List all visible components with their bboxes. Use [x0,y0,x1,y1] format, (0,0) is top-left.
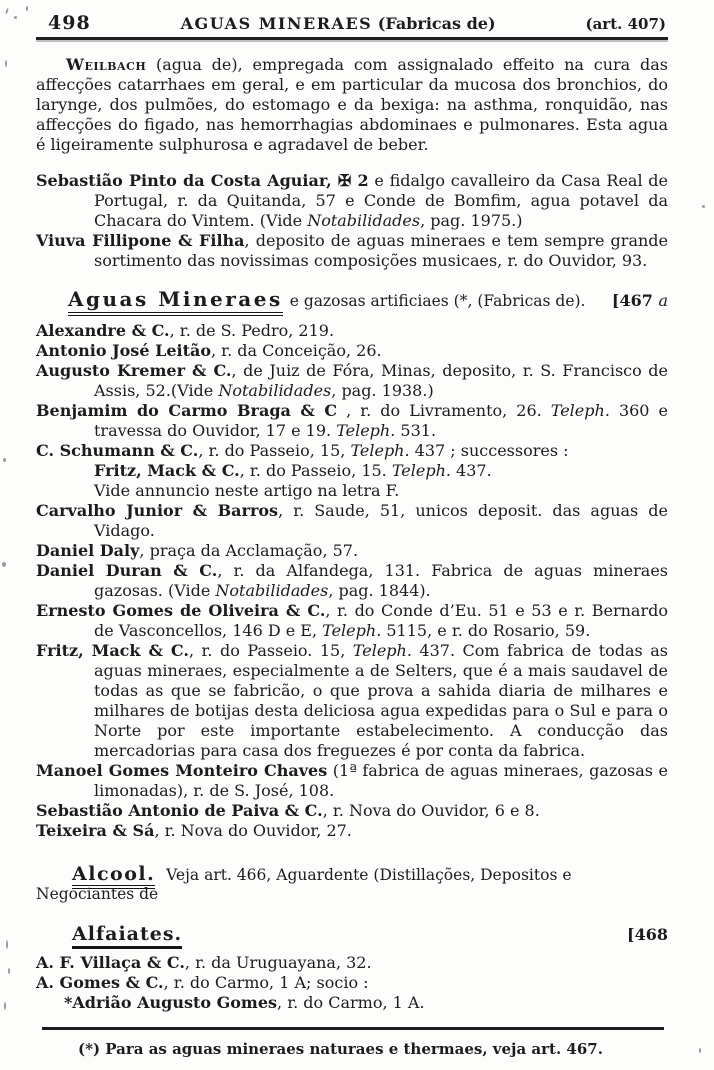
entry-text: , r. da Alfandega, 131. Fabrica de aguas mineraes gazosas. (Vide [94,561,669,600]
entry-text: 5115, e r. do Rosario, 59. [381,621,591,640]
entry-text: Teleph. [352,641,412,660]
entry-text: Alexandre & C. [36,321,170,340]
scan-artifact [8,968,10,974]
directory-entry [36,341,668,361]
entry-text: Antonio José Leitão [36,341,211,360]
entry-text: , de Juiz de Fóra, Minas, deposito, r. S. Francisco de Assis, 52.(Vide [94,361,669,400]
scan-artifact [6,940,8,949]
entry-text: , r. da Conceição, 26. [211,341,382,360]
entry-text: (1ª fabrica de aguas mineraes, gazosas e limonadas), r. de S. José, 108. [94,761,668,800]
entry-text: , r. da Uruguayana, 32. [184,953,372,972]
directory-entry [36,481,668,501]
entry-text: , r. do Passeio, 15. [239,461,392,480]
section-heading-alfaiates [36,923,668,949]
section-article-number [612,291,668,310]
entry-text: Viuva Fillipone & Filha [36,231,245,250]
directory-entry [36,641,668,761]
header-rule [36,37,668,40]
directory-entry [36,171,668,231]
entry-text: , r. do Passeio. 15, [188,641,353,660]
entry-text: 437. Com fabrica de todas as aguas mineraes, especialmente a de Selters, que é a mais saudavel de todas as que se fabricão, o que prova a sahida diaria de milhares e milhares de botijas desta deliciosa agua expedidas para o Sul e para o Norte por este importante estabelecimento. A conducção das mercadorias para casa dos freguezes é por conta da fabrica. [94,641,669,760]
entry-text: , r. Nova do Ouvidor, 6 e 8. [322,801,540,820]
directory-entry [36,541,668,561]
section-title-suffix: e gazosas artificiaes (*, (Fabricas de). [289,292,586,310]
running-title-sub: (Fabricas de) [372,14,496,33]
scan-artifact [2,562,6,567]
entry-text: Carvalho Junior & Barros [36,501,279,520]
entry-text: , r. Nova do Ouvidor, 27. [154,821,352,840]
entry-text: 360 e travessa do Ouvidor, 17 e 19. [94,401,668,440]
scan-artifact [699,1048,701,1053]
entry-text: Notabilidades [307,211,421,230]
footnote-rule [42,1027,664,1030]
entry-text: A. F. Villaça & C. [36,953,185,972]
directory-entry [36,231,668,271]
page-number: 498 [48,12,91,34]
aguas-mineraes-entries [36,321,668,841]
entry-text: Vide annuncio neste artigo na letra F. [94,481,400,500]
directory-entry [36,973,668,993]
entry-text: Teleph. [322,621,382,640]
entry-text: 437 ; successores : [409,441,569,460]
entry-text: C. Schumann & C. [36,441,199,460]
directory-entry [36,821,668,841]
entry-text: , r. do Passeio, 15, [198,441,351,460]
entry-text: Notabilidades [215,581,329,600]
entry-text: Notabilidades [218,381,332,400]
entry-text: , r. Saude, 51, unicos deposit. das aguas de Vidago. [94,501,669,540]
entry-text: Teleph. [550,401,610,420]
running-title [91,14,586,33]
entry-text: , praça da Acclamação, 57. [139,541,359,560]
directory-entry [36,361,668,401]
pre-section-entries [36,171,668,271]
intro-lead-word: Weilbach [66,55,147,74]
entry-text: Ernesto Gomes de Oliveira & C. [36,601,326,620]
directory-entry [36,561,668,601]
scan-artifact [3,458,6,462]
intro-paragraph [36,55,668,155]
section-title: Alfaiates. [72,923,182,949]
directory-entry [36,761,668,801]
entry-text: *Adrião Augusto Gomes [64,993,278,1012]
directory-entry [36,461,668,481]
alfaiates-entries [36,953,668,1013]
decoration-cross-icon: ✠ 2 [337,171,369,190]
section-ref-letter: a [658,291,668,310]
intro-text: (agua de), empregada com assignalado effeito na cura das affecções catarrhaes em geral, e em particular da mucosa dos bronchios, do larynge, dos pulmões, do estomago e da bexiga: na asthma, ronquidão, nas affecções do figado, nas hemorrhagias abdominaes e pulmonares. Esta agua é ligeiramente sulphurosa e agradavel de beber. [36,55,668,154]
entry-text: Teleph. [350,441,410,460]
entry-text: Fritz, Mack & C. [36,641,189,660]
entry-text: , r. do Carmo, 1 A. [277,993,425,1012]
section-heading-alcool [36,863,668,903]
scan-artifact [14,16,17,19]
entry-text: Daniel Daly [36,541,140,560]
entry-text: Sebastião Antonio de Paiva & C. [36,801,323,820]
entry-text: Augusto Kremer & C. [36,361,232,380]
entry-text: e fidalgo cavalleiro da Casa Real de Portugal, r. da Quitanda, 57 e Conde de Bomfim, agua potavel da Chacara do Vintem. (Vide [94,171,669,230]
entry-text: , r. de S. Pedro, 219. [169,321,335,340]
running-title-main: AGUAS MINERAES [180,14,373,33]
section-heading-aguas-mineraes [36,287,668,316]
entry-text: , r. do Conde d’Eu. 51 e 53 e r. Bernardo de Vasconcellos, 146 D e E, [94,601,668,640]
directory-entry [36,501,668,541]
section-title: Aguas Mineraes [68,287,283,316]
entry-text: A. Gomes & C. [36,973,164,992]
entry-text: Teixeira & Sá [36,821,155,840]
entry-text: , pag. 1938.) [331,381,434,400]
entry-text: , r. do Livramento, 26. [337,401,551,420]
entry-text: Benjamim do Carmo Braga & C [36,401,338,420]
entry-text: , pag. 1844). [328,581,431,600]
section-ref-number: [467 [611,291,659,310]
article-reference: (art. 407) [585,15,666,33]
directory-entry [36,953,668,973]
entry-text: Sebastião Pinto da Costa Aguiar, [36,171,338,190]
directory-entry [36,601,668,641]
directory-entry [36,441,668,461]
scan-artifact [5,60,7,67]
page-header [36,12,668,34]
directory-entry [36,401,668,441]
entry-text: , deposito de aguas mineraes e tem sempre grande sortimento das novissimas composições musicaes, r. do Ouvidor, 93. [94,231,669,270]
entry-text: Fritz, Mack & C. [94,461,240,480]
entry-text: , r. do Carmo, 1 A; socio : [163,973,369,992]
entry-text: Manoel Gomes Monteiro Chaves [36,761,328,780]
entry-text: Daniel Duran & C. [36,561,218,580]
section-article-number: [468 [627,925,668,944]
footnote: (*) Para as aguas mineraes naturaes e thermaes, veja art. 467. [78,1040,603,1058]
directory-entry [36,801,668,821]
entry-text: 531. [395,421,437,440]
scan-artifact [26,6,28,11]
entry-text: Teleph. [336,421,396,440]
section-cross-reference: Veja art. 466, Aguardente (Distillações, Depositos e Negociantes de [36,866,572,903]
directory-entry [36,993,668,1013]
entry-text: 437. [450,461,492,480]
scan-artifact [4,1002,6,1010]
entry-text: , pag. 1975.) [420,211,523,230]
directory-entry [36,321,668,341]
section-title: Alcool. [72,863,155,889]
scan-artifact [702,205,705,208]
entry-text: Teleph. [391,461,451,480]
